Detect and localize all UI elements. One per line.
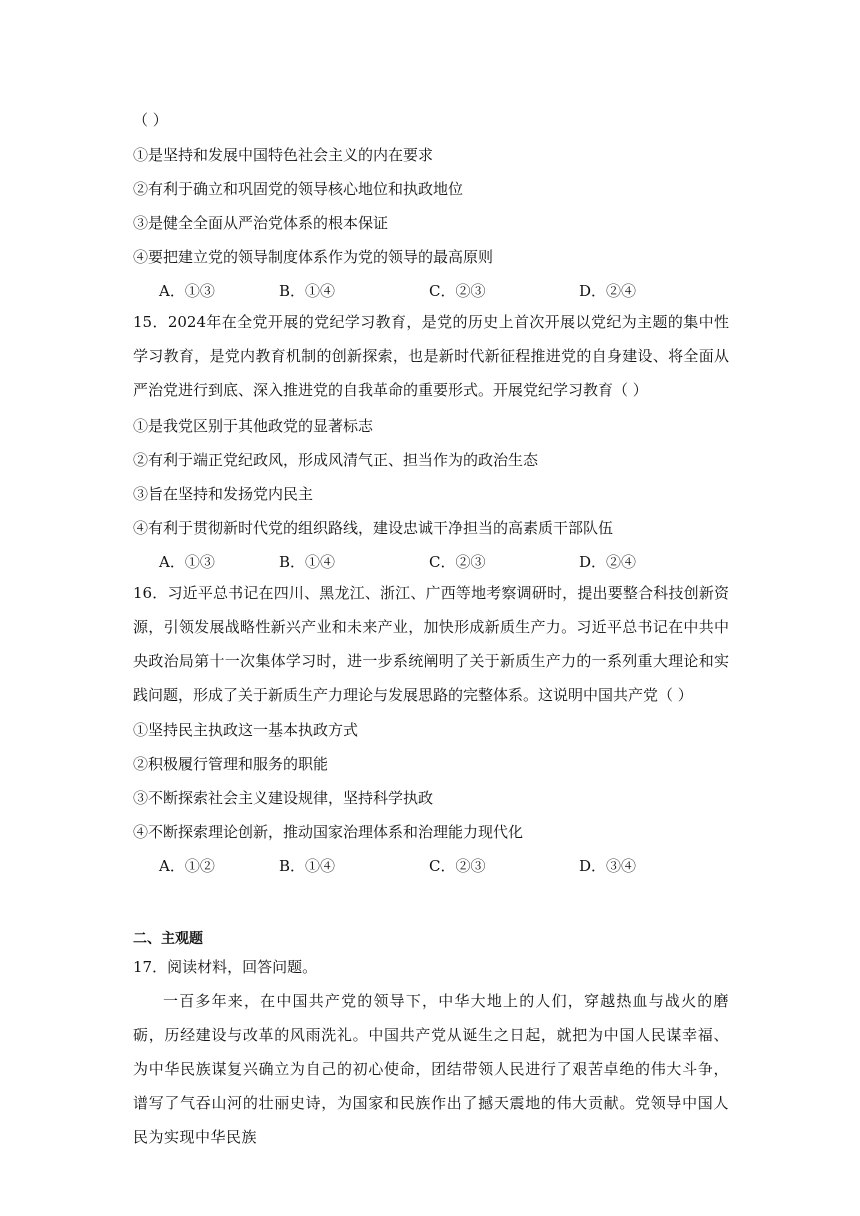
- q16-options: [159, 856, 719, 876]
- q17-material: 一百多年来，在中国共产党的领导下，中华大地上的人们，穿越热血与战火的磨砺，历经建设与改革的风雨洗礼。中国共产党从诞生之日起，就把为中国人民谋幸福、为中华民族谋复兴确立为自己的初心使命，团结带领人民进行了艰苦卓绝的伟大斗争，谱写了气吞山河的壮丽史诗，为国家和民族作出了撼天震地的伟大贡献。党领导中国人民为实现中华民族: [133, 992, 729, 1146]
- q16-option-b[interactable]: B．①④: [279, 857, 336, 875]
- section-title-subjective: 二、主观题: [133, 931, 203, 947]
- q14-option-c[interactable]: C．②③: [429, 282, 486, 300]
- q15-option-d[interactable]: D．②④: [579, 553, 637, 571]
- q14-item-4: ④要把建立党的领导制度体系作为党的领导的最高原则: [133, 248, 494, 266]
- q15-item-3: ③旨在坚持和发扬党内民主: [133, 485, 314, 503]
- q15-option-a[interactable]: A．①③: [159, 553, 215, 571]
- q14-option-d[interactable]: D．②④: [579, 282, 637, 300]
- q16-stem: 16．习近平总书记在四川、黑龙江、浙江、广西等地考察调研时，提出要整合科技创新资源，引领发展战略性新兴产业和未来产业，加快形成新质生产力。习近平总书记在中共中央政治局第十一次集体学习时，进一步系统阐明了关于新质生产力的一系列重大理论和实践问题，形成了关于新质生产力理论与发展思路的完整体系。这说明中国共产党（ ）: [133, 584, 729, 704]
- q15-item-4: ④有利于贯彻新时代党的组织路线，建设忠诚干净担当的高素质干部队伍: [133, 519, 614, 537]
- q16-item-1: ①坚持民主执政这一基本执政方式: [133, 721, 359, 739]
- q14-stem-tail: （ ）: [133, 111, 168, 129]
- q15-item-2: ②有利于端正党纪政风，形成风清气正、担当作为的政治生态: [133, 451, 539, 469]
- q14-item-2: ②有利于确立和巩固党的领导核心地位和执政地位: [133, 180, 464, 198]
- q17-stem: 17．阅读材料，回答问题。: [133, 958, 318, 976]
- q15-stem: 15．2024年在全党开展的党纪学习教育，是党的历史上首次开展以党纪为主题的集中性学习教育，是党内教育机制的创新探索，也是新时代新征程推进党的自身建设、将全面从严治党进行到底、深入推进党的自我革命的重要形式。开展党纪学习教育（ ）: [133, 313, 729, 399]
- q15-options: [159, 552, 719, 572]
- q14-option-a[interactable]: A．①③: [159, 282, 215, 300]
- q15-option-c[interactable]: C．②③: [429, 553, 486, 571]
- q16-item-4: ④不断探索理论创新，推动国家治理体系和治理能力现代化: [133, 823, 524, 841]
- q14-options: [159, 281, 719, 301]
- q15-item-1: ①是我党区别于其他政党的显著标志: [133, 417, 374, 435]
- q14-item-1: ①是坚持和发展中国特色社会主义的内在要求: [133, 146, 434, 164]
- q16-option-c[interactable]: C．②③: [429, 857, 486, 875]
- q16-option-a[interactable]: A．①②: [159, 857, 215, 875]
- q14-item-3: ③是健全全面从严治党体系的根本保证: [133, 214, 389, 232]
- q16-item-3: ③不断探索社会主义建设规律，坚持科学执政: [133, 789, 434, 807]
- q15-option-b[interactable]: B．①④: [279, 553, 336, 571]
- q16-option-d[interactable]: D．③④: [579, 857, 637, 875]
- q16-item-2: ②积极履行管理和服务的职能: [133, 755, 329, 773]
- q14-option-b[interactable]: B．①④: [279, 282, 336, 300]
